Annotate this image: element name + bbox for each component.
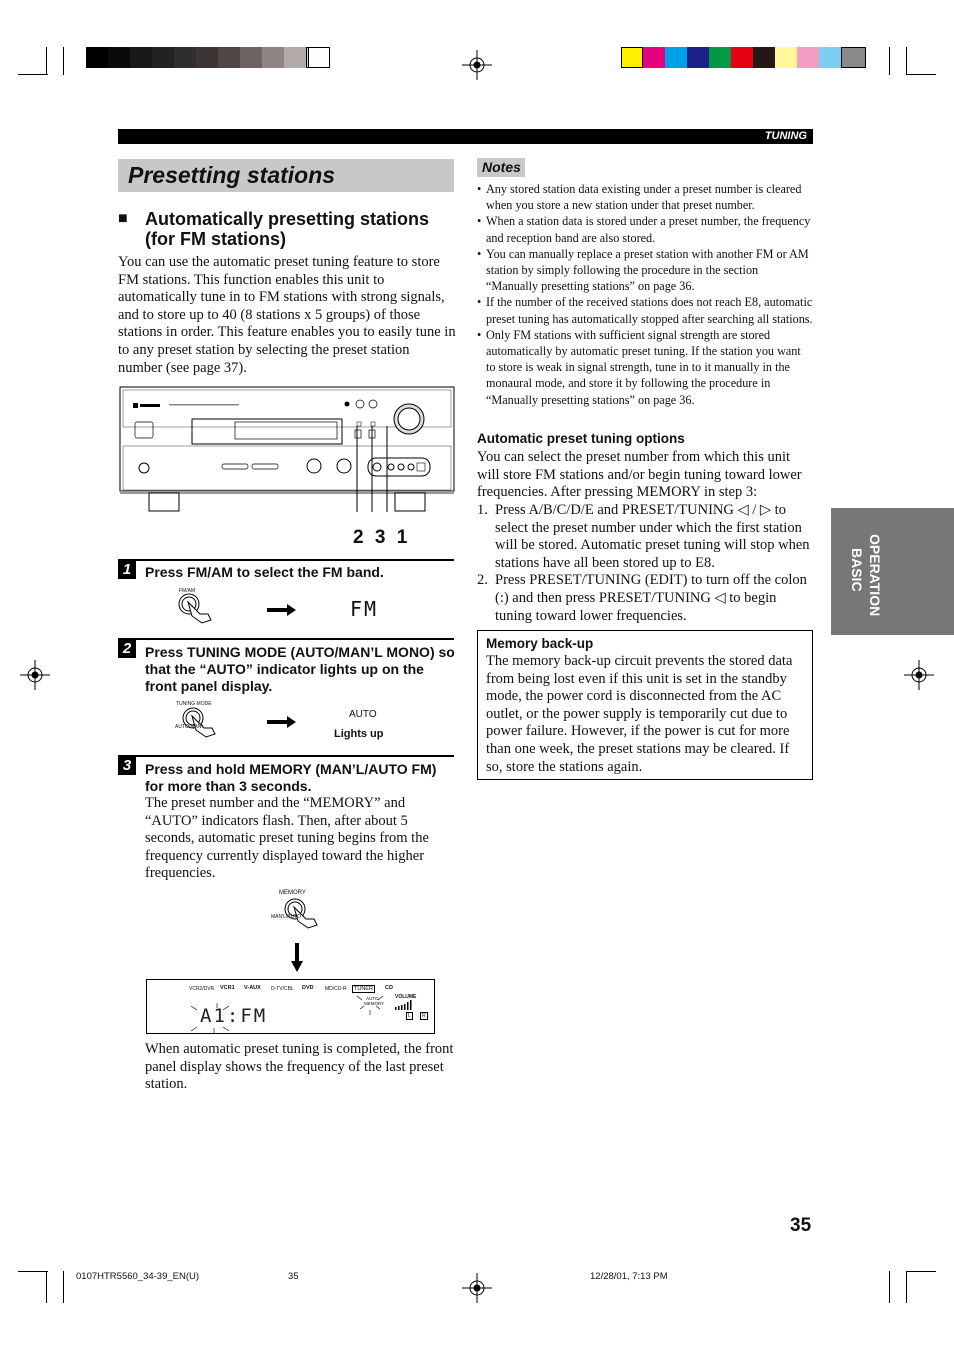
- step-3-rule: [118, 755, 454, 757]
- registration-mark-top: [462, 50, 492, 80]
- step-3-text: The preset number and the “MEMORY” and “AUTO” indicators flash. Then, after about 5 seconds, automatic preset tuning begins from the frequency currently displayed toward the higher frequencies.: [145, 795, 429, 882]
- volume-meter-icon: [395, 1000, 415, 1010]
- auto-indicator: AUTO: [366, 996, 379, 1001]
- note-item: • Any stored station data existing under a preset number is cleared when you store a new station under that preset number.: [477, 181, 813, 213]
- manl-auto-label: MAN'L/AUTO: [271, 914, 302, 920]
- input-vcr2: VCR2/DVR: [189, 986, 215, 992]
- registration-mark-right: [904, 660, 934, 690]
- page-number: 35: [790, 1215, 812, 1236]
- step-1-heading: Press FM/AM to select the FM band.: [145, 564, 384, 580]
- footer-file: 0107HTR5560_34-39_EN(U): [76, 1271, 200, 1282]
- heading-line-2: (for FM stations): [145, 229, 286, 249]
- option-text: Press PRESET/TUNING (EDIT) to turn off the colon (:) and then press PRESET/TUNING ◁ to begin tuning toward lower frequencies.: [495, 572, 807, 624]
- memory-indicator: MEMORY: [364, 1001, 385, 1006]
- arrow-right-icon: [267, 604, 297, 616]
- receiver-illustration: [119, 386, 455, 512]
- page-title: Presetting stations: [128, 162, 336, 188]
- section-marker: ■: [118, 210, 128, 227]
- step-1-number: 1: [118, 561, 136, 579]
- section-header-bar: [118, 129, 813, 144]
- press-finger-icon: [178, 592, 214, 624]
- option-item: [477, 572, 813, 625]
- registration-mark-bottom: [462, 1273, 492, 1303]
- step-1-rule: [118, 559, 454, 561]
- option-item: [477, 502, 813, 572]
- footer-date: 12/28/01, 7:13 PM: [590, 1271, 668, 1282]
- input-vaux: V-AUX: [244, 985, 261, 991]
- options-heading: Automatic preset tuning options: [477, 431, 685, 446]
- input-dvd: DVD: [302, 985, 314, 991]
- arrow-right-icon: [267, 716, 297, 728]
- input-tuner: TUNER: [354, 986, 373, 992]
- input-cd: CD: [385, 985, 393, 991]
- flash-rays-icon: [355, 990, 385, 1016]
- auto-manl-label: AUTO/MAN'L: [175, 724, 206, 730]
- memory-backup-heading: Memory back-up: [486, 636, 594, 651]
- fmam-button-label: FM/AM: [179, 588, 196, 594]
- step-3-heading: Press and hold MEMORY (MAN’L/AUTO FM) for more than 3 seconds.: [145, 761, 437, 794]
- memory-backup-box: [477, 630, 813, 780]
- registration-mark-left: [20, 660, 50, 690]
- auto-indicator: AUTO: [349, 709, 377, 720]
- intro-paragraph: You can use the automatic preset tuning feature to store FM stations. This function enables this unit to automatically tune in to FM stations with strong signals, and to store up to 40 (8 stations x 5 groups) of those stations in order. This feature enables you to easily tune in to any preset station by selecting the preset station number (see page 37).: [118, 254, 456, 376]
- note-item: • If the number of the received stations does not reach E8, automatic preset tuning has automatically stopped after searching all stations.: [477, 294, 813, 326]
- tuning-mode-label: TUNING MODE: [176, 701, 212, 707]
- notes-title: Notes: [482, 159, 521, 175]
- heading-line-1: Automatically presetting stations: [145, 209, 430, 229]
- volume-label: VOLUME: [395, 994, 417, 1000]
- note-item: • When a station data is stored under a preset number, the frequency and reception band are also stored.: [477, 213, 813, 245]
- channel-left: L: [408, 1013, 411, 1019]
- input-md: MD/CD-R: [325, 986, 347, 992]
- note-item: • Only FM stations with sufficient signal strength are stored automatically by automatic preset tuning. If the station you want to store is weak in signal strength, tune in to it manually in the monaural mode, and store it by following the procedure in “Manually presetting stations” on page 36.: [477, 327, 813, 408]
- side-tab: [831, 508, 954, 635]
- side-tab-line-1: BASIC: [849, 548, 865, 592]
- note-item: • You can manually replace a preset station with another FM or AM station by simply following the procedure in the section “Manually presetting stations” on page 36.: [477, 246, 813, 295]
- fm-display-readout: FM: [350, 597, 379, 621]
- lights-up-caption: Lights up: [334, 728, 384, 740]
- display-readout: A1:FM: [200, 1005, 268, 1027]
- callout-numbers: 2 3 1: [353, 527, 411, 548]
- input-vcr1: VCR1: [220, 985, 235, 991]
- arrow-down-icon: [290, 943, 304, 973]
- memory-backup-text: The memory back-up circuit prevents the stored data from being lost even if this unit is set in the standby mode, the power cord is disconnected from the AC outlet, or the power supply is temporarily cut due to power failure. However, if the power is cut for more than one week, the preset stations may be cleared. If so, store the stations again.: [486, 653, 793, 775]
- press-finger-icon: [182, 706, 218, 738]
- page-title-box: [118, 159, 454, 192]
- press-finger-icon: [284, 897, 320, 929]
- step-2-heading: Press TUNING MODE (AUTO/MAN’L MONO) so that the “AUTO” indicator lights up on the front panel display.: [145, 644, 455, 694]
- section-label: TUNING: [764, 130, 807, 142]
- option-text: Press A/B/C/D/E and PRESET/TUNING ◁ / ▷ to select the preset number under which the first station will be stored. Automatic preset tuning will stop when stations have all been stored up to E8.: [495, 502, 810, 571]
- step-3-number: 3: [118, 757, 136, 775]
- option-number: 1.: [477, 502, 488, 518]
- memory-button-label: MEMORY: [279, 890, 306, 896]
- front-panel-display: [146, 979, 435, 1034]
- channel-right: R: [422, 1013, 426, 1019]
- options-intro: You can select the preset number from which this unit will store FM stations and/or begin tuning toward lower frequencies. After pressing MEMORY in step 3:: [477, 449, 802, 501]
- options-list: [477, 502, 813, 625]
- option-number: 2.: [477, 572, 488, 589]
- section-heading: [118, 209, 458, 249]
- notes-list: [477, 181, 813, 408]
- step-2-number: 2: [118, 640, 136, 658]
- input-dtv: D-TV/CBL: [271, 986, 294, 992]
- footer-page: 35: [288, 1271, 299, 1282]
- side-tab-line-2: OPERATION: [867, 534, 883, 617]
- step-2-rule: [118, 638, 454, 640]
- notes-label-box: [477, 158, 525, 177]
- completion-text: When automatic preset tuning is completed, the front panel display shows the frequency of the last preset station.: [145, 1041, 454, 1093]
